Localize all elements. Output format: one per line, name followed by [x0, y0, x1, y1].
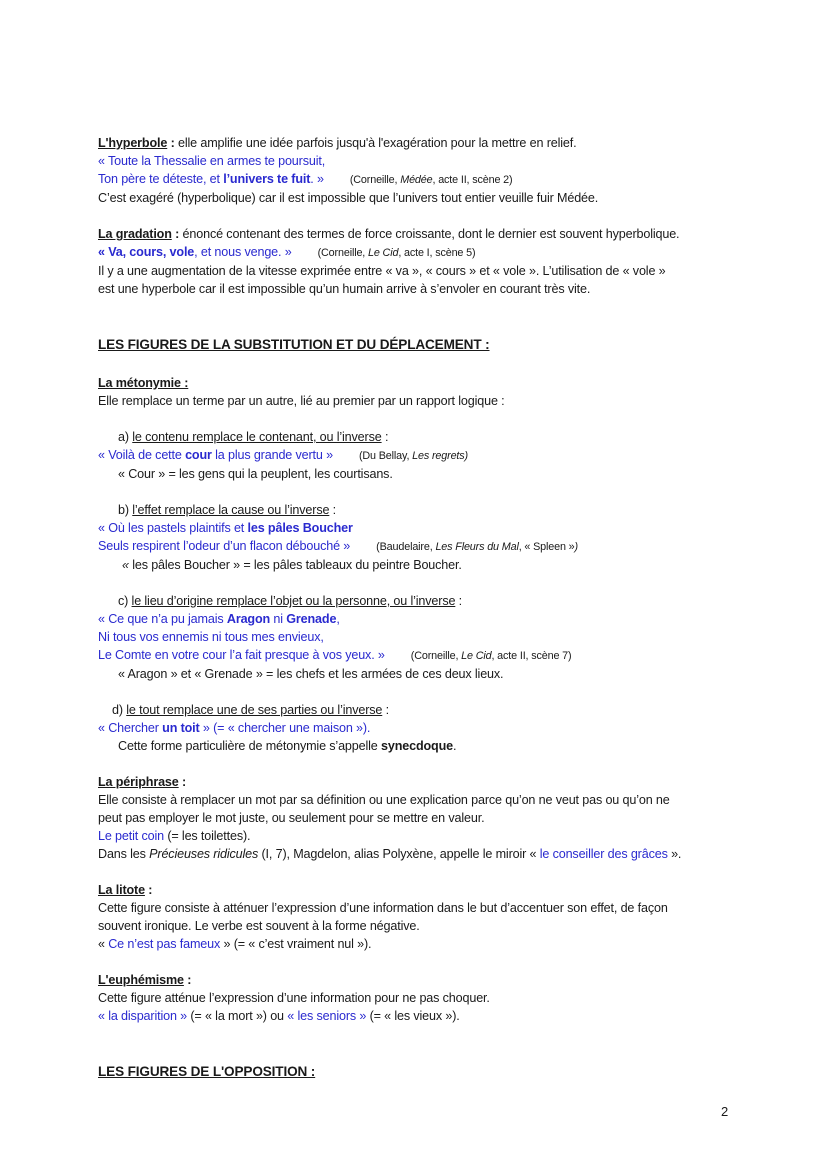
metonymie-a-explanation: « Cour » = les gens qui la peuplent, les courtisans.	[118, 467, 393, 481]
periphrase-example-1: Le petit coin (= les toilettes).	[98, 829, 251, 843]
gradation-definition: La gradation : énoncé contenant des termes de force croissante, dont le dernier est souvent hyperbolique.	[98, 227, 680, 241]
metonymie-c-quote-line-3: Le Comte en votre cour l’a fait presque à vos yeux. » (Corneille, Le Cid, acte II, scène 7)	[98, 648, 572, 662]
metonymie-d-heading: d) le tout remplace une de ses parties ou l’inverse :	[112, 703, 389, 717]
metonymie-a-quote: « Voilà de cette cour la plus grande vertu » (Du Bellay, Les regrets)	[98, 448, 468, 462]
hyperbole-quote-line-2: Ton père te déteste, et l’univers te fuit. » (Corneille, Médée, acte II, scène 2)	[98, 172, 513, 186]
citation: (Corneille, Le Cid, acte I, scène 5)	[317, 247, 476, 259]
gradation-quote: « Va, cours, vole, et nous venge. » (Corneille, Le Cid, acte I, scène 5)	[98, 245, 476, 259]
gradation-explanation-2: est une hyperbole car il est impossible qu’un humain arrive à s’envoler en courant très vite.	[98, 282, 591, 296]
metonymie-c-quote-line-1: « Ce que n’a pu jamais Aragon ni Grenade,	[98, 612, 340, 626]
euphemisme-example: « la disparition » (= « la mort ») ou « les seniors » (= « les vieux »).	[98, 1009, 460, 1023]
section-heading-opposition: LES FIGURES DE L'OPPOSITION :	[98, 1064, 316, 1079]
periphrase-term: La périphrase	[98, 775, 179, 789]
citation: (Baudelaire, Les Fleurs du Mal, « Spleen »)	[376, 541, 578, 553]
metonymie-d-quote: « Chercher un toit » (= « chercher une maison »).	[98, 721, 371, 735]
euphemisme-heading: L'euphémisme :	[98, 973, 192, 987]
gradation-explanation-1: Il y a une augmentation de la vitesse exprimée entre « va », « cours » et « vole ». L’utilisation de « vole »	[98, 264, 666, 278]
citation: (Corneille, Médée, acte II, scène 2)	[349, 174, 513, 186]
periphrase-heading: La périphrase :	[98, 775, 187, 789]
metonymie-b-explanation: « les pâles Boucher » = les pâles tableaux du peintre Boucher.	[122, 558, 462, 572]
litote-example: « Ce n’est pas fameux » (= « c’est vraiment nul »).	[98, 937, 372, 951]
periphrase-definition-1: Elle consiste à remplacer un mot par sa définition ou une explication parce qu’on ne veut pas ou qu’on ne	[98, 793, 670, 807]
metonymie-c-quote-line-2: Ni tous vos ennemis ni tous mes envieux,	[98, 630, 324, 644]
metonymie-b-heading: b) l’effet remplace la cause ou l’inverse :	[118, 503, 337, 517]
litote-term: La litote	[98, 883, 145, 897]
litote-definition-1: Cette figure consiste à atténuer l’expression d’une information dans le but d’accentuer son effet, de façon	[98, 901, 668, 915]
litote-heading: La litote :	[98, 883, 153, 897]
hyperbole-term: L'hyperbole	[98, 136, 168, 150]
metonymie-term: La métonymie :	[98, 376, 189, 390]
periphrase-example-2: Dans les Précieuses ridicules (I, 7), Magdelon, alias Polyxène, appelle le miroir « le conseiller des grâces ».	[98, 847, 682, 861]
euphemisme-definition: Cette figure atténue l’expression d’une information pour ne pas choquer.	[98, 991, 490, 1005]
metonymie-b-quote-line-2: Seuls respirent l’odeur d’un flacon débouché » (Baudelaire, Les Fleurs du Mal, « Spleen »)	[98, 539, 578, 553]
periphrase-definition-2: peut pas employer le mot juste, ou seulement pour se mettre en valeur.	[98, 811, 485, 825]
metonymie-d-explanation: Cette forme particulière de métonymie s’appelle synecdoque.	[118, 739, 457, 753]
citation: (Corneille, Le Cid, acte II, scène 7)	[410, 650, 572, 662]
metonymie-c-heading: c) le lieu d’origine remplace l’objet ou la personne, ou l’inverse :	[118, 594, 463, 608]
metonymie-b-quote-line-1: « Où les pastels plaintifs et les pâles Boucher	[98, 521, 353, 535]
hyperbole-explanation: C’est exagéré (hyperbolique) car il est impossible que l’univers tout entier veuille fuir Médée.	[98, 191, 599, 205]
section-heading-substitution: LES FIGURES DE LA SUBSTITUTION ET DU DÉPLACEMENT :	[98, 337, 490, 352]
hyperbole-quote-line-1: « Toute la Thessalie en armes te poursuit,	[98, 154, 326, 168]
metonymie-a-heading: a) le contenu remplace le contenant, ou l’inverse :	[118, 430, 389, 444]
citation: (Du Bellay, Les regrets)	[358, 450, 468, 462]
litote-definition-2: souvent ironique. Le verbe est souvent à la forme négative.	[98, 919, 420, 933]
euphemisme-term: L'euphémisme	[98, 973, 184, 987]
metonymie-definition: Elle remplace un terme par un autre, lié au premier par un rapport logique :	[98, 394, 505, 408]
document-page	[98, 134, 738, 1081]
metonymie-c-explanation: « Aragon » et « Grenade » = les chefs et les armées de ces deux lieux.	[118, 667, 504, 681]
gradation-term: La gradation	[98, 227, 172, 241]
hyperbole-definition: L'hyperbole : elle amplifie une idée parfois jusqu'à l'exagération pour la mettre en relief.	[98, 136, 577, 150]
page-number: 2	[721, 1104, 729, 1119]
